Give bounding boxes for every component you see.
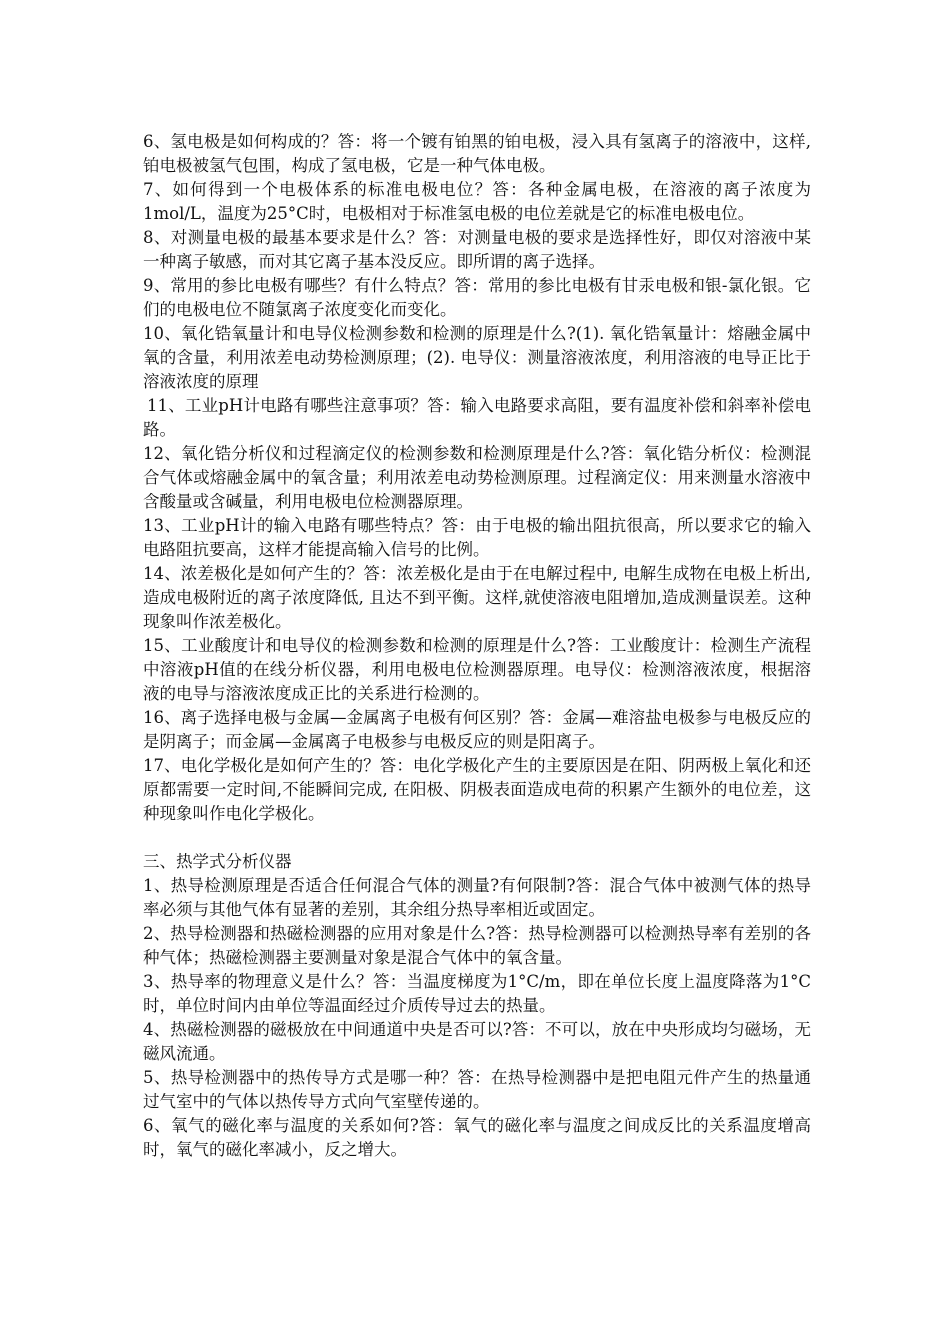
qa-item-6: 6、氢电极是如何构成的？答：将一个镀有铂黑的铂电极，浸入具有氢离子的溶液中，这样,铂电极被氢气包围，构成了氢电极，它是一种气体电极。 [143, 132, 811, 175]
section-gap [143, 826, 811, 850]
qa-item-11: 11、工业pH计电路有哪些注意事项？答：输入电路要求高阻，要有温度补偿和斜率补偿电路。 [143, 396, 811, 439]
thermal-qa-item-4: 4、热磁检测器的磁极放在中间通道中央是否可以?答：不可以，放在中央形成均匀磁场，无磁风流通。 [143, 1020, 811, 1063]
qa-item-16: 16、离子选择电极与金属—金属离子电极有何区别？答：金属—难溶盐电极参与电极反应的是阴离子；而金属—金属离子电极参与电极反应的则是阳离子。 [143, 708, 811, 751]
thermal-qa-item-1: 1、热导检测原理是否适合任何混合气体的测量?有何限制?答：混合气体中被测气体的热导率必须与其他气体有显著的差别，其余组分热导率相近或固定。 [143, 876, 811, 919]
qa-item-9: 9、常用的参比电极有哪些？有什么特点？答：常用的参比电极有甘汞电极和银-氯化银。它们的电极电位不随氯离子浓度变化而变化。 [143, 276, 811, 319]
section-heading: 三、热学式分析仪器 [143, 852, 292, 871]
thermal-qa-item-2: 2、热导检测器和热磁检测器的应用对象是什么?答：热导检测器可以检测热导率有差别的各种气体；热磁检测器主要测量对象是混合气体中的氧含量。 [143, 924, 811, 967]
thermal-qa-item-5: 5、热导检测器中的热传导方式是哪一种？答：在热导检测器中是把电阻元件产生的热量通过气室中的气体以热传导方式向气室壁传递的。 [143, 1068, 811, 1111]
qa-item-8: 8、对测量电极的最基本要求是什么？答：对测量电极的要求是选择性好，即仅对溶液中某一种离子敏感，而对其它离子基本没反应。即所谓的离子选择。 [143, 228, 811, 271]
thermal-qa-item-3: 3、热导率的物理意义是什么？答：当温度梯度为1°C/m，即在单位长度上温度降落为1°C时，单位时间内由单位等温面经过介质传导过去的热量。 [143, 972, 811, 1015]
qa-item-10: 10、氧化锆氧量计和电导仪检测参数和检测的原理是什么?(1). 氧化锆氧量计：熔融金属中氧的含量，利用浓差电动势检测原理；(2). 电导仪：测量溶液浓度，利用溶液的电导正比于溶液浓度的原理 [143, 324, 811, 391]
qa-item-14: 14、浓差极化是如何产生的？答：浓差极化是由于在电解过程中, 电解生成物在电极上析出, 造成电极附近的离子浓度降低, 且达不到平衡。这样,就使溶液电阻增加,造成测量误差。这种现象叫作浓差极化。 [143, 564, 811, 631]
document-page [143, 130, 811, 1162]
qa-item-17: 17、电化学极化是如何产生的？答：电化学极化产生的主要原因是在阳、阴两极上氧化和还原都需要一定时间,不能瞬间完成, 在阳极、阴极表面造成电荷的积累产生额外的电位差，这种现象叫作电化学极化。 [143, 756, 811, 823]
qa-item-15: 15、工业酸度计和电导仪的检测参数和检测的原理是什么?答：工业酸度计：检测生产流程中溶液pH值的在线分析仪器，利用电极电位检测器原理。电导仪：检测溶液浓度，根据溶液的电导与溶液浓度成正比的关系进行检测的。 [143, 636, 811, 703]
qa-item-12: 12、氧化锆分析仪和过程滴定仪的检测参数和检测原理是什么?答：氧化锆分析仪：检测混合气体或熔融金属中的氧含量；利用浓差电动势检测原理。过程滴定仪：用来测量水溶液中含酸量或含碱量，利用电极电位检测器原理。 [143, 444, 811, 511]
qa-item-7: 7、如何得到一个电极体系的标准电极电位？答：各种金属电极，在溶液的离子浓度为1mol/L，温度为25°C时，电极相对于标准氢电极的电位差就是它的标准电极电位。 [143, 180, 811, 223]
qa-item-13: 13、工业pH计的输入电路有哪些特点？答：由于电极的输出阻抗很高，所以要求它的输入电路阻抗要高，这样才能提高输入信号的比例。 [143, 516, 811, 559]
thermal-qa-item-6: 6、氧气的磁化率与温度的关系如何?答：氧气的磁化率与温度之间成反比的关系温度增高时，氧气的磁化率减小，反之增大。 [143, 1116, 811, 1159]
